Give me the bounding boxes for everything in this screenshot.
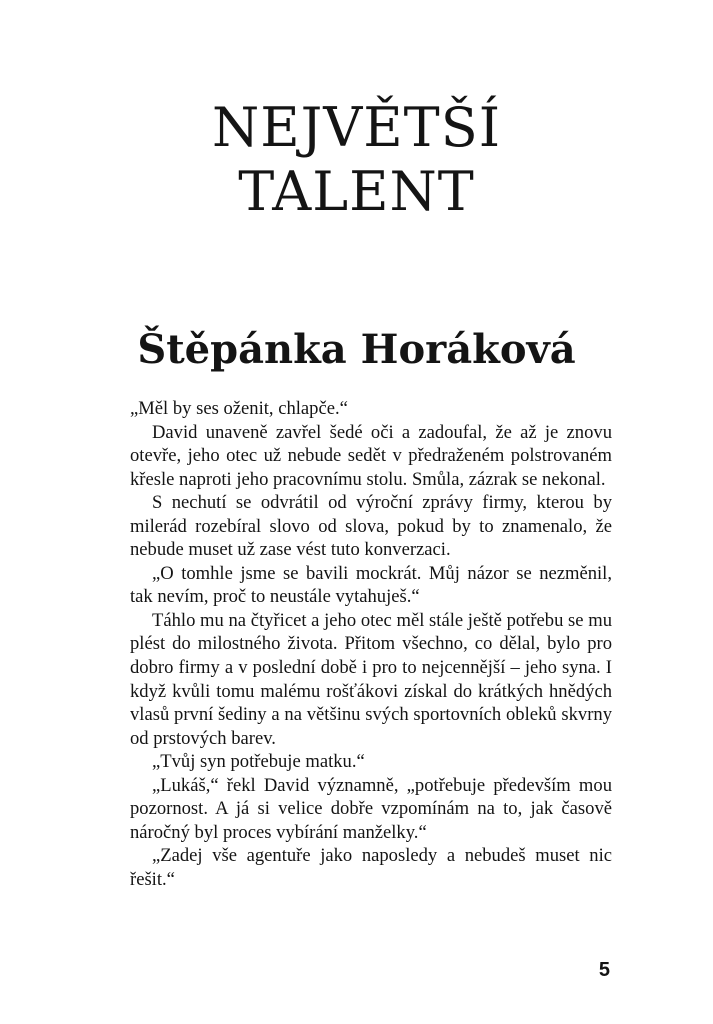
paragraph: S nechutí se odvrátil od výroční zprávy firmy, kterou by milerád rozebíral slovo od slova, pokud by to znamenalo, že nebude muset už zase vést tuto konverzaci. [130, 492, 612, 561]
paragraph: „O tomhle jsme se bavili mockrát. Můj názor se nezměnil, tak nevím, proč to neustále vytahuješ.“ [130, 562, 612, 608]
paragraph: „Zadej vše agentuře jako naposledy a nebudeš muset nic řešit.“ [130, 845, 612, 890]
chapter-title [0, 96, 713, 224]
author-name: Štěpánka Horáková [137, 326, 576, 373]
paragraph: David unaveně zavřel šedé oči a zadoufal, že až je znovu otevře, jeho otec už nebude sedět v předraženém polstrovaném křesle naproti jeho pracovnímu stolu. Smůla, zázrak se nekonal. [130, 421, 612, 490]
paragraph: „Měl by ses oženit, chlapče.“ [130, 398, 348, 419]
page-number: 5 [598, 959, 610, 981]
paragraph: „Lukáš,“ řekl David významně, „potřebuje především mou pozornost. A já si velice dobře vzpomínám na to, jak časově náročný byl proces vybírání manželky.“ [130, 774, 612, 843]
body-text [130, 397, 612, 891]
chapter-title-line-1: NEJVĚTŠÍ [211, 96, 502, 159]
paragraph: „Tvůj syn potřebuje matku.“ [152, 751, 365, 773]
chapter-title-line-2: TALENT [238, 160, 475, 223]
paragraph: Táhlo mu na čtyřicet a jeho otec měl stále ještě potřebu se mu plést do milostného života. Přitom všechno, co dělal, bylo pro dobro firmy a v poslední době i pro to nejcennější – jeho syna. I když kvůli tomu malému rošťákovi získal do krátkých hnědých vlasů první šediny a na většinu svých sportovních obleků skvrny od prstových barev. [130, 609, 612, 749]
